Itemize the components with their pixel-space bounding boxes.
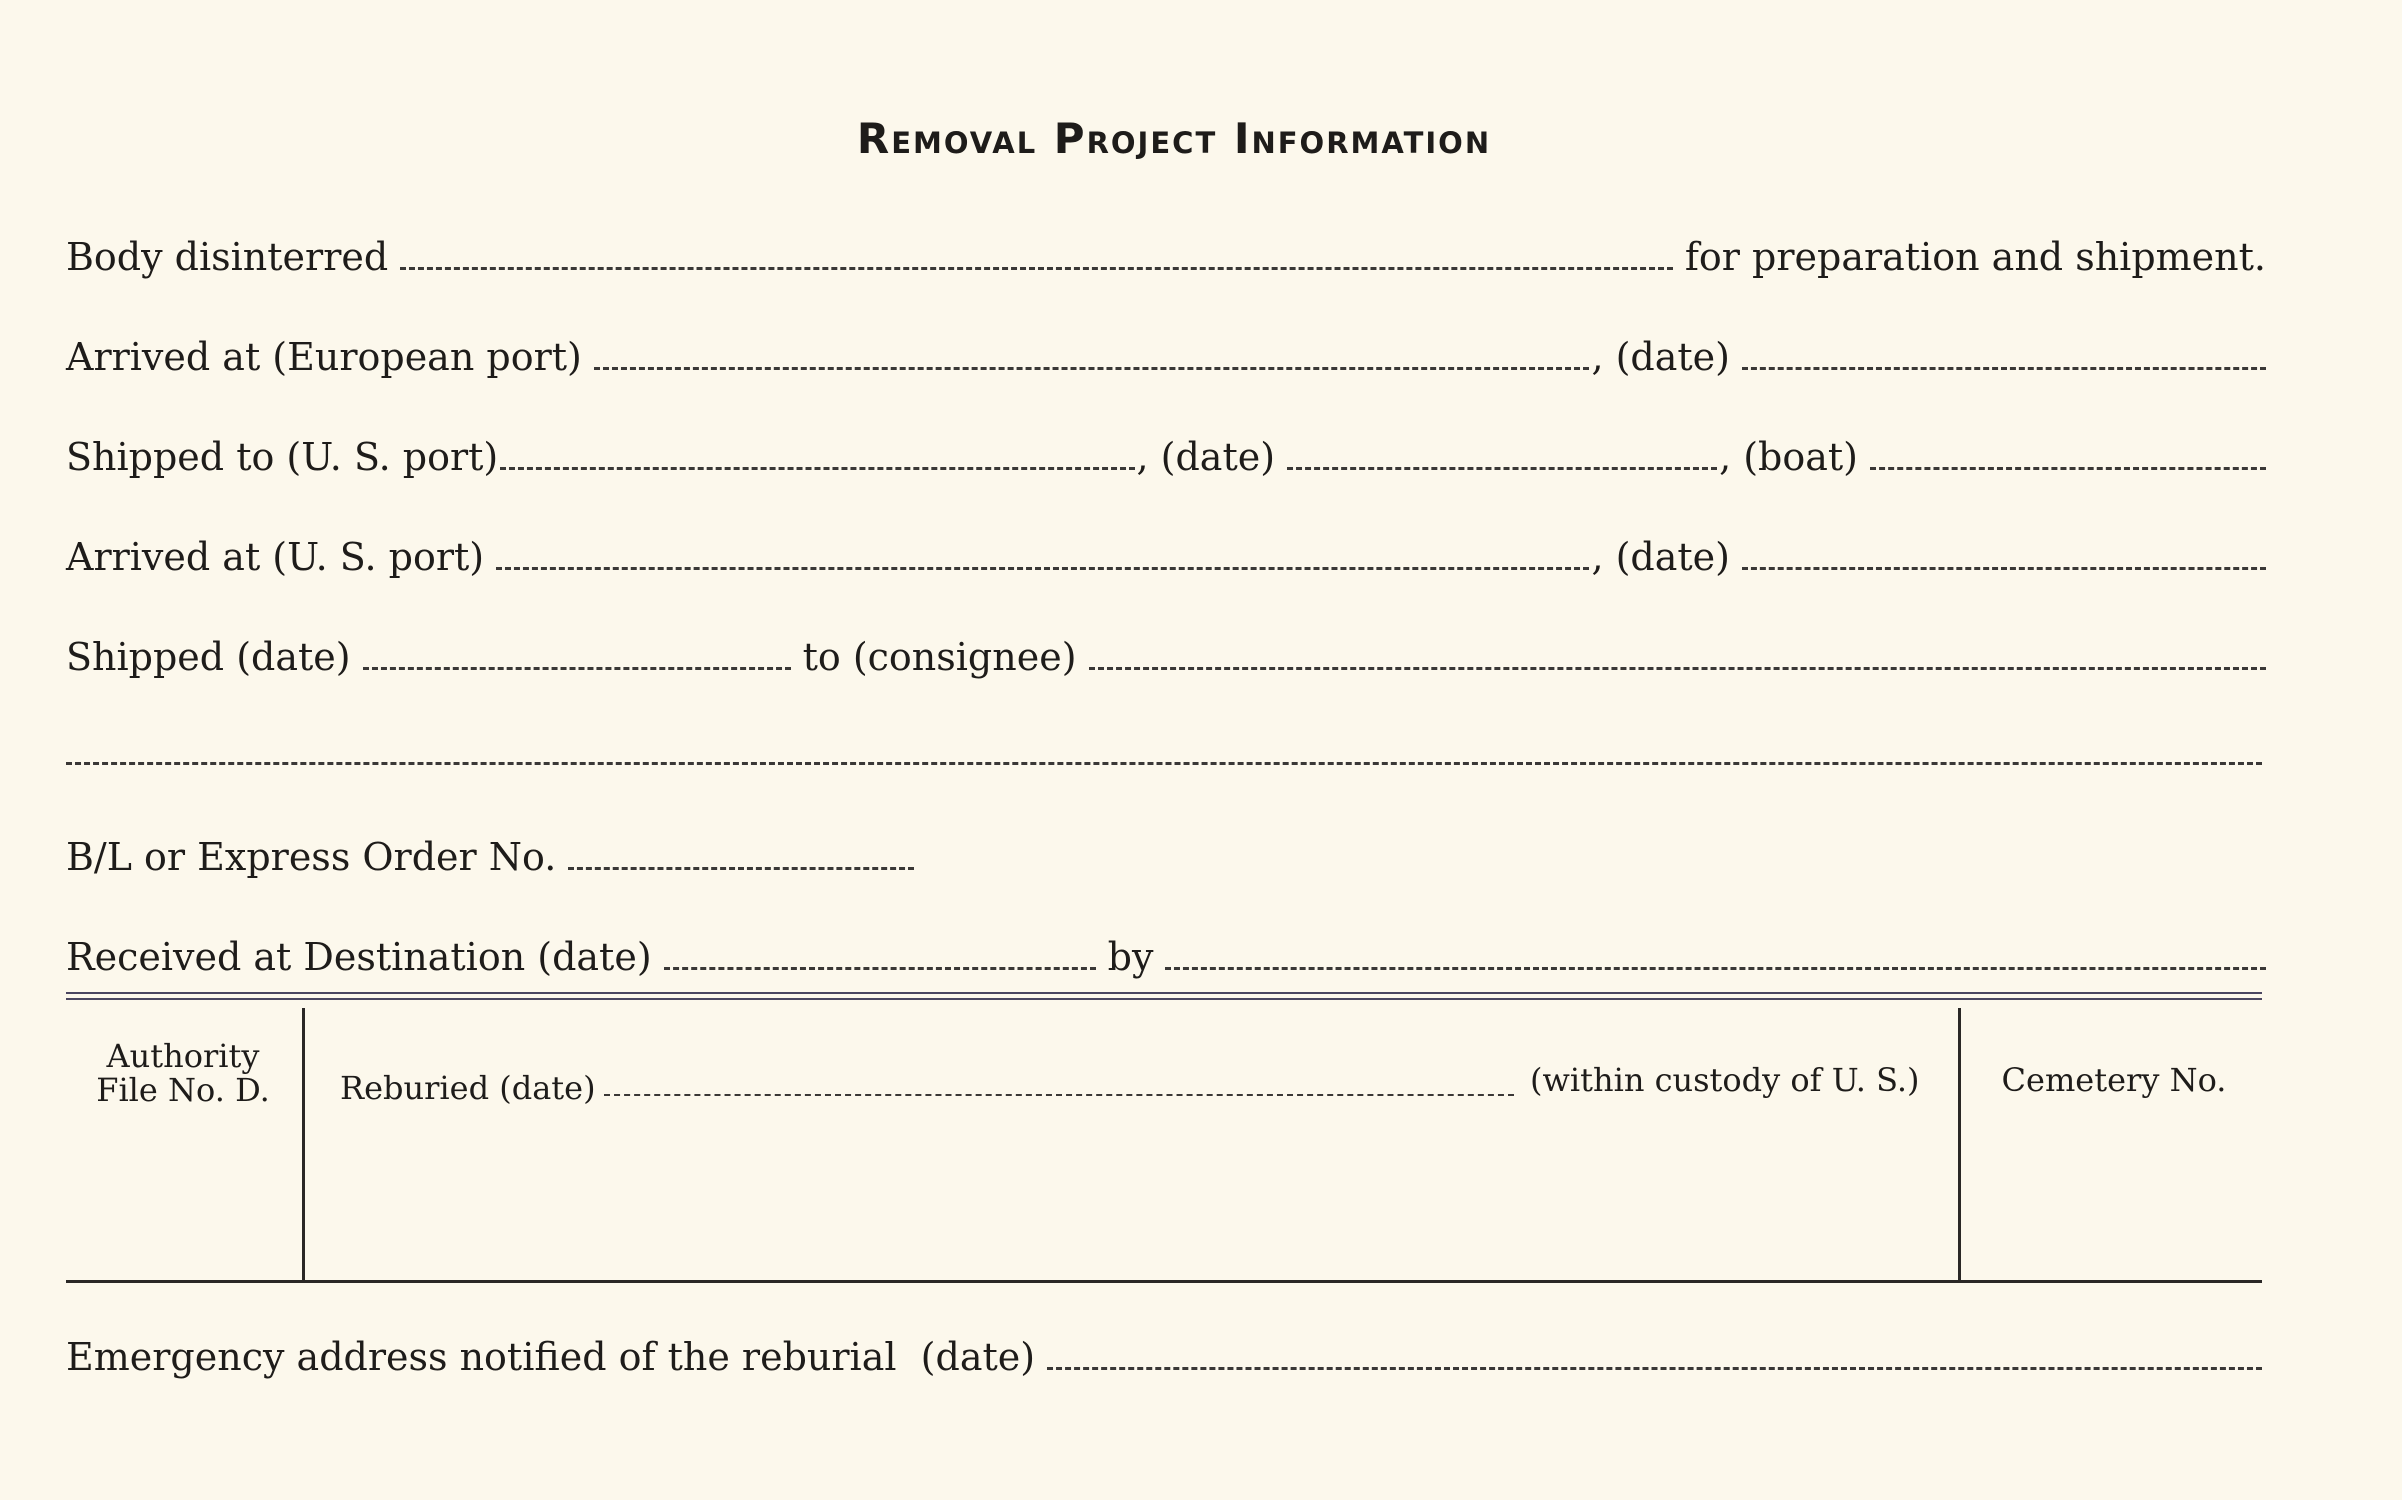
bl-order-label: B/L or Express Order No. (66, 835, 557, 879)
emergency-date-field[interactable] (1047, 1367, 2262, 1370)
shipped-us-boat-field[interactable] (1870, 467, 2266, 470)
received-by-field[interactable] (1165, 967, 2266, 970)
bl-order-field[interactable] (568, 867, 914, 870)
body-disinterred-field[interactable] (400, 267, 1673, 270)
table-top-rule-inner (66, 998, 2262, 1000)
cemetery-label: Cemetery No. (2001, 1061, 2227, 1099)
row-received (66, 926, 2266, 979)
arrived-us-port-field[interactable] (496, 567, 1589, 570)
received-date-field[interactable] (664, 967, 1096, 970)
table-divider-right (1958, 1008, 1961, 1280)
arrived-european-date-field[interactable] (1742, 367, 2266, 370)
authority-line1: Authority (106, 1037, 260, 1075)
row-emergency (66, 1326, 2262, 1379)
shipped-date-field[interactable] (363, 667, 791, 670)
arrived-european-label: Arrived at (European port) (66, 335, 582, 379)
received-label: Received at Destination (date) (66, 935, 652, 979)
cemetery-number-field[interactable] (1966, 1120, 2256, 1270)
arrived-us-label: Arrived at (U. S. port) (66, 535, 485, 579)
arrived-us-date-field[interactable] (1742, 567, 2266, 570)
emergency-label: Emergency address notified of the reburial (date) (66, 1335, 1036, 1379)
authority-line2: File No. D. (96, 1070, 270, 1109)
consignee-label: to (consignee) (802, 635, 1077, 679)
table-bottom-rule (66, 1280, 2262, 1283)
row-shipped-us (66, 426, 2266, 479)
custody-label: (within custody of U. S.) (1530, 1061, 1920, 1099)
row-body-disinterred (66, 226, 2266, 279)
row-bl-order (66, 826, 2266, 879)
body-disinterred-label: Body disinterred (66, 235, 389, 279)
reburied-date-field[interactable] (604, 1094, 1514, 1096)
arrived-us-date-label: , (date) (1591, 535, 1730, 579)
row-arrived-us (66, 526, 2266, 579)
consignee-field[interactable] (1089, 667, 2266, 670)
arrived-european-date-label: , (date) (1591, 335, 1730, 379)
authority-cell (70, 1037, 296, 1109)
shipped-us-boat-label: , (boat) (1719, 435, 1858, 479)
table-top-rule (66, 992, 2262, 994)
shipped-us-date-field[interactable] (1287, 467, 1717, 470)
arrived-european-port-field[interactable] (594, 367, 1590, 370)
shipped-us-date-label: , (date) (1136, 435, 1276, 479)
received-by-label: by (1107, 935, 1154, 979)
reburied-label: Reburied (date) (340, 1069, 596, 1107)
form-title: Removal Project Information (856, 114, 1492, 163)
shipped-date-label: Shipped (date) (66, 635, 351, 679)
row-arrived-european (66, 326, 2266, 379)
consignee-continuation-field[interactable] (66, 762, 2262, 765)
row-shipped-date (66, 626, 2266, 679)
table-divider-left (302, 1008, 305, 1280)
shipped-us-port-field[interactable] (500, 467, 1134, 470)
shipped-us-label: Shipped to (U. S. port) (66, 435, 499, 479)
body-disinterred-suffix: for preparation and shipment. (1684, 235, 2266, 279)
